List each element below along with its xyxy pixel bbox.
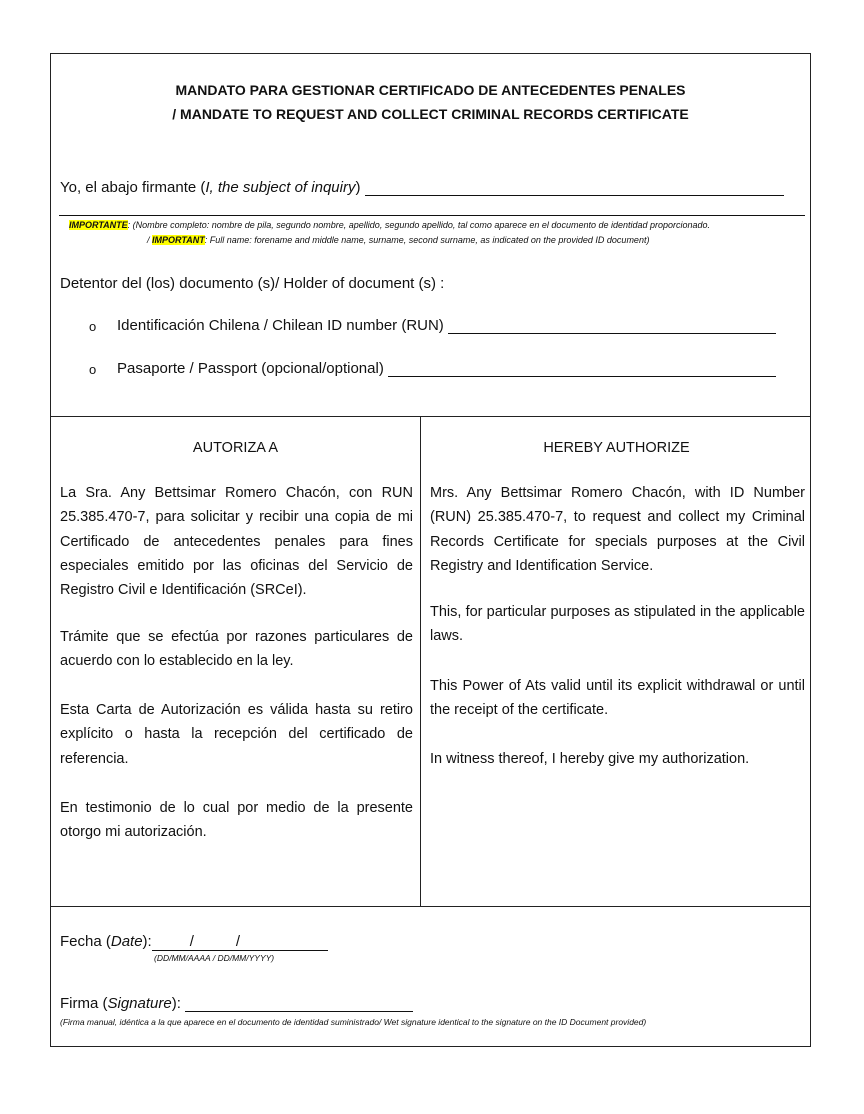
right-paragraph-4: In witness thereof, I hereby give my authorization. — [430, 751, 750, 767]
date-label: Fecha ( — [60, 933, 111, 950]
important-tag-es: IMPORTANTE — [69, 220, 128, 230]
date-sep-2: / — [235, 933, 241, 950]
title-line-2: / MANDATE TO REQUEST AND COLLECT CRIMINAL RECORDS CERTIFICATE — [172, 106, 689, 122]
left-paragraph-4: En testimonio de lo cual por medio de la presente otorgo mi autorización. — [60, 800, 413, 841]
right-paragraph-2: This, for particular purposes as stipulated in the applicable laws. — [430, 604, 805, 645]
holder-label: Detentor del (los) documento (s)/ Holder of document (s) : — [60, 275, 445, 292]
subject-label-end: ) — [355, 179, 361, 196]
id-row — [117, 317, 776, 334]
title-line-1: MANDATO PARA GESTIONAR CERTIFICADO DE ANTECEDENTES PENALES — [175, 82, 686, 98]
right-paragraph-1: Mrs. Any Bettsimar Romero Chacón, with ID Number (RUN) 25.385.470-7, to request and collect my Criminal Records Certificate for specials purposes at the Civil Registry and Identification Service. — [430, 485, 805, 574]
passport-field[interactable] — [388, 362, 776, 377]
date-year-field[interactable] — [240, 936, 328, 951]
subject-row — [60, 179, 784, 196]
section-separator-top — [51, 416, 810, 417]
passport-label: Pasaporte / Passport (opcional/optional) — [117, 360, 384, 377]
bullet-id: o — [89, 319, 97, 334]
date-sep-1: / — [189, 933, 194, 950]
mandate-form — [50, 53, 811, 1047]
signature-hint: (Firma manual, idéntica a la que aparece en el documento de identidad suministrado/ Wet signature identical to the signature on the ID Document provided) — [60, 1017, 647, 1027]
left-paragraph-3: Esta Carta de Autorización es válida hasta su retiro explícito o hasta la recepción del certificado de referencia. — [60, 702, 413, 767]
subject-label-italic: I, the subject of inquiry — [205, 179, 356, 196]
subject-label: Yo, el abajo firmante ( — [60, 179, 206, 196]
bullet-passport: o — [89, 362, 97, 377]
important-note-en — [147, 235, 649, 245]
left-heading: AUTORIZA A — [192, 440, 279, 456]
date-day-field[interactable] — [152, 936, 190, 951]
important-tag-en: IMPORTANT — [152, 235, 205, 245]
signature-label: Firma ( — [60, 995, 108, 1012]
right-heading: HEREBY AUTHORIZE — [543, 440, 690, 456]
column-separator — [420, 416, 421, 906]
date-month-field[interactable] — [194, 936, 236, 951]
left-paragraph-2: Trámite que se efectúa por razones particulares de acuerdo con lo establecido en la ley. — [60, 629, 413, 670]
important-note-es — [69, 220, 710, 230]
signature-field[interactable] — [185, 997, 413, 1012]
signature-label-end: ): — [171, 995, 181, 1012]
important-text-en: : Full name: forename and middle name, surname, second surname, as indicated on the provided ID document) — [204, 235, 650, 245]
date-label-end: ): — [142, 933, 152, 950]
id-label: Identificación Chilena / Chilean ID number (RUN) — [117, 317, 444, 334]
id-number-field[interactable] — [448, 319, 776, 334]
signature-label-italic: Signature — [107, 995, 172, 1012]
date-row — [60, 933, 328, 951]
divider-line — [59, 215, 805, 216]
important-text-es: : (Nombre completo: nombre de pila, segundo nombre, apellido, segundo apellido, tal como aparece en el documento de identidad proporcionado. — [127, 220, 711, 230]
subject-name-field[interactable] — [365, 181, 784, 196]
section-separator-bottom — [51, 906, 810, 907]
date-format-hint: (DD/MM/AAAA / DD/MM/YYYY) — [154, 953, 275, 963]
left-paragraph-1: La Sra. Any Bettsimar Romero Chacón, con RUN 25.385.470-7, para solicitar y recibir una copia de mi Certificado de antecedentes penales para fines especiales emitido por las oficinas del Servicio de Registro Civil e Identificación (SRCeI). — [60, 485, 413, 599]
passport-row — [117, 360, 776, 377]
important-prefix-en: / — [147, 235, 150, 245]
right-paragraph-3: This Power of Ats valid until its explicit withdrawal or until the receipt of the certificate. — [430, 678, 805, 719]
signature-row — [60, 995, 413, 1012]
date-label-italic: Date — [110, 933, 143, 950]
